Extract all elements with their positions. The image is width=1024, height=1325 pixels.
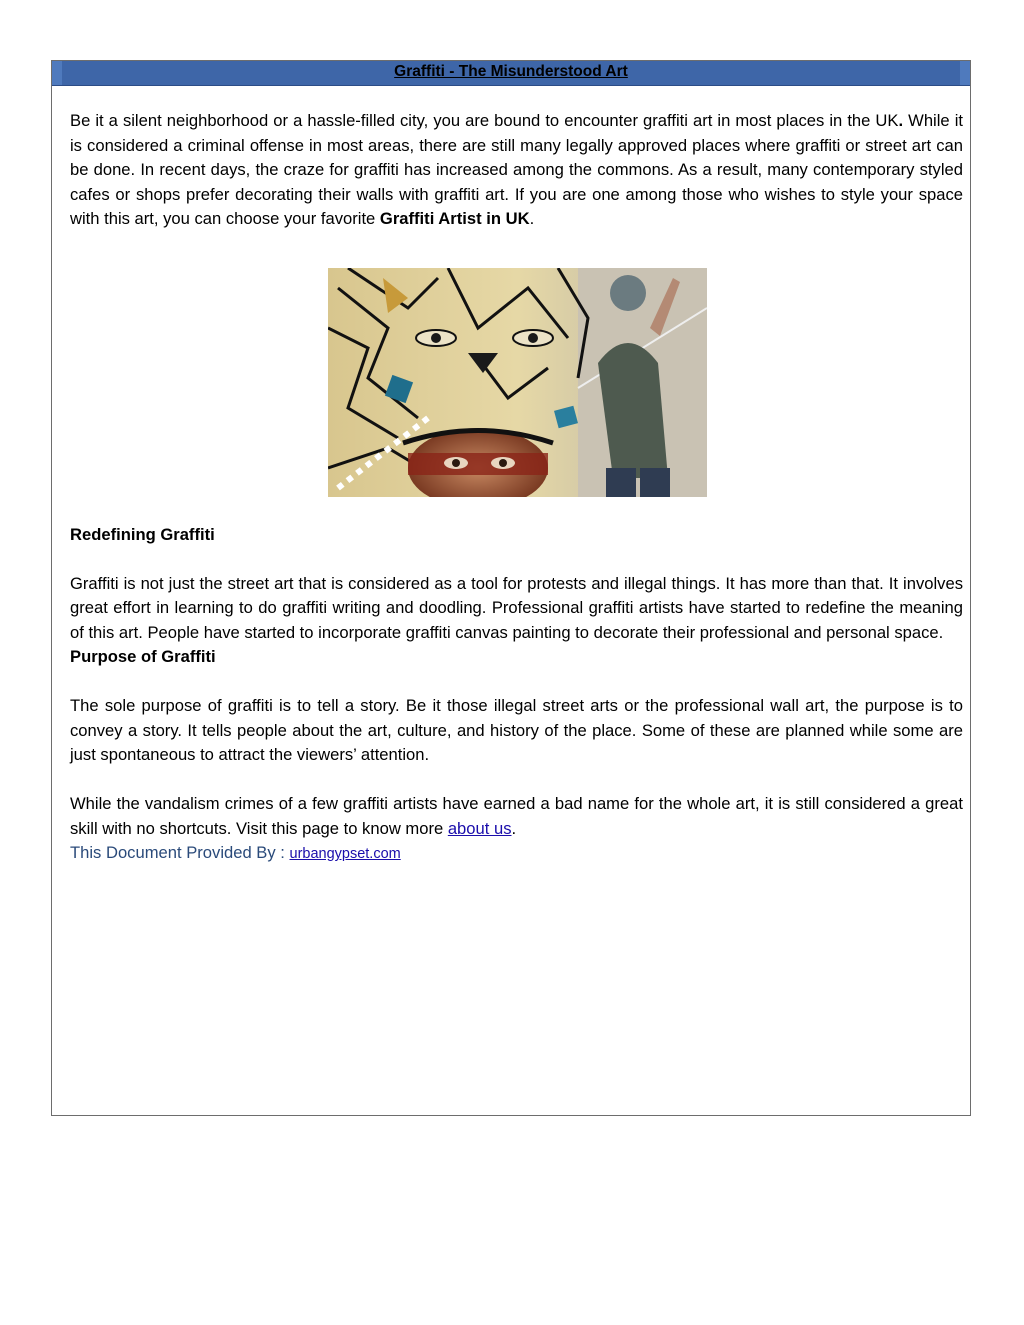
intro-keyword: Graffiti Artist in UK [379, 209, 530, 228]
provided-by-line [70, 841, 963, 867]
provider-website-link[interactable]: urbangypset.com [289, 846, 401, 862]
about-us-link[interactable]: about us [447, 818, 512, 838]
title-bar [52, 61, 970, 86]
document-content [70, 109, 963, 867]
vandalism-end: . [511, 818, 517, 838]
redefining-paragraph: Graffiti is not just the street art that is considered as a tool for protests and illegal things. It has more than that. It involves great effort in learning to do graffiti writing and doodling. Professional graffiti artists have started to redefine the meaning of this art. People have started to incorporate graffiti canvas painting to decorate their professional and personal space. [70, 573, 963, 642]
vandalism-text: While the vandalism crimes of a few graffiti artists have earned a bad name for the whole art, it is still considered a great skill with no shortcuts. Visit this page to know more [70, 794, 963, 838]
purpose-paragraph: The sole purpose of graffiti is to tell a story. Be it those illegal street arts or the professional wall art, the purpose is to convey a story. It tells people about the art, culture, and history of the place. Some of these are planned while some are just spontaneous to attract the viewers’ attention. [70, 696, 963, 764]
section-heading-redefining: Redefining Graffiti [70, 524, 215, 544]
vandalism-paragraph [70, 792, 963, 841]
document-frame [51, 60, 971, 1116]
graffiti-artwork-image [328, 268, 707, 497]
document-title: Graffiti - The Misunderstood Art [394, 63, 628, 80]
intro-bold-period: . [898, 111, 904, 130]
provided-by-label: This Document Provided By : [70, 843, 290, 862]
intro-text-1: Be it a silent neighborhood or a hassle-filled city, you are bound to encounter graffiti art in most places in the UK [70, 111, 899, 130]
intro-end: . [529, 209, 535, 228]
section-heading-purpose: Purpose of Graffiti [70, 647, 216, 666]
intro-paragraph [70, 109, 963, 232]
intro-text-2: While it is considered a criminal offense in most areas, there are still many legally approved places where graffiti or street art can be done. In recent days, the craze for graffiti has increased among the commons. As a result, many contemporary styled cafes or shops prefer decorating their walls with graffiti art. If you are one among those who wishes to style your space with this art, you can choose your favorite [70, 111, 963, 228]
